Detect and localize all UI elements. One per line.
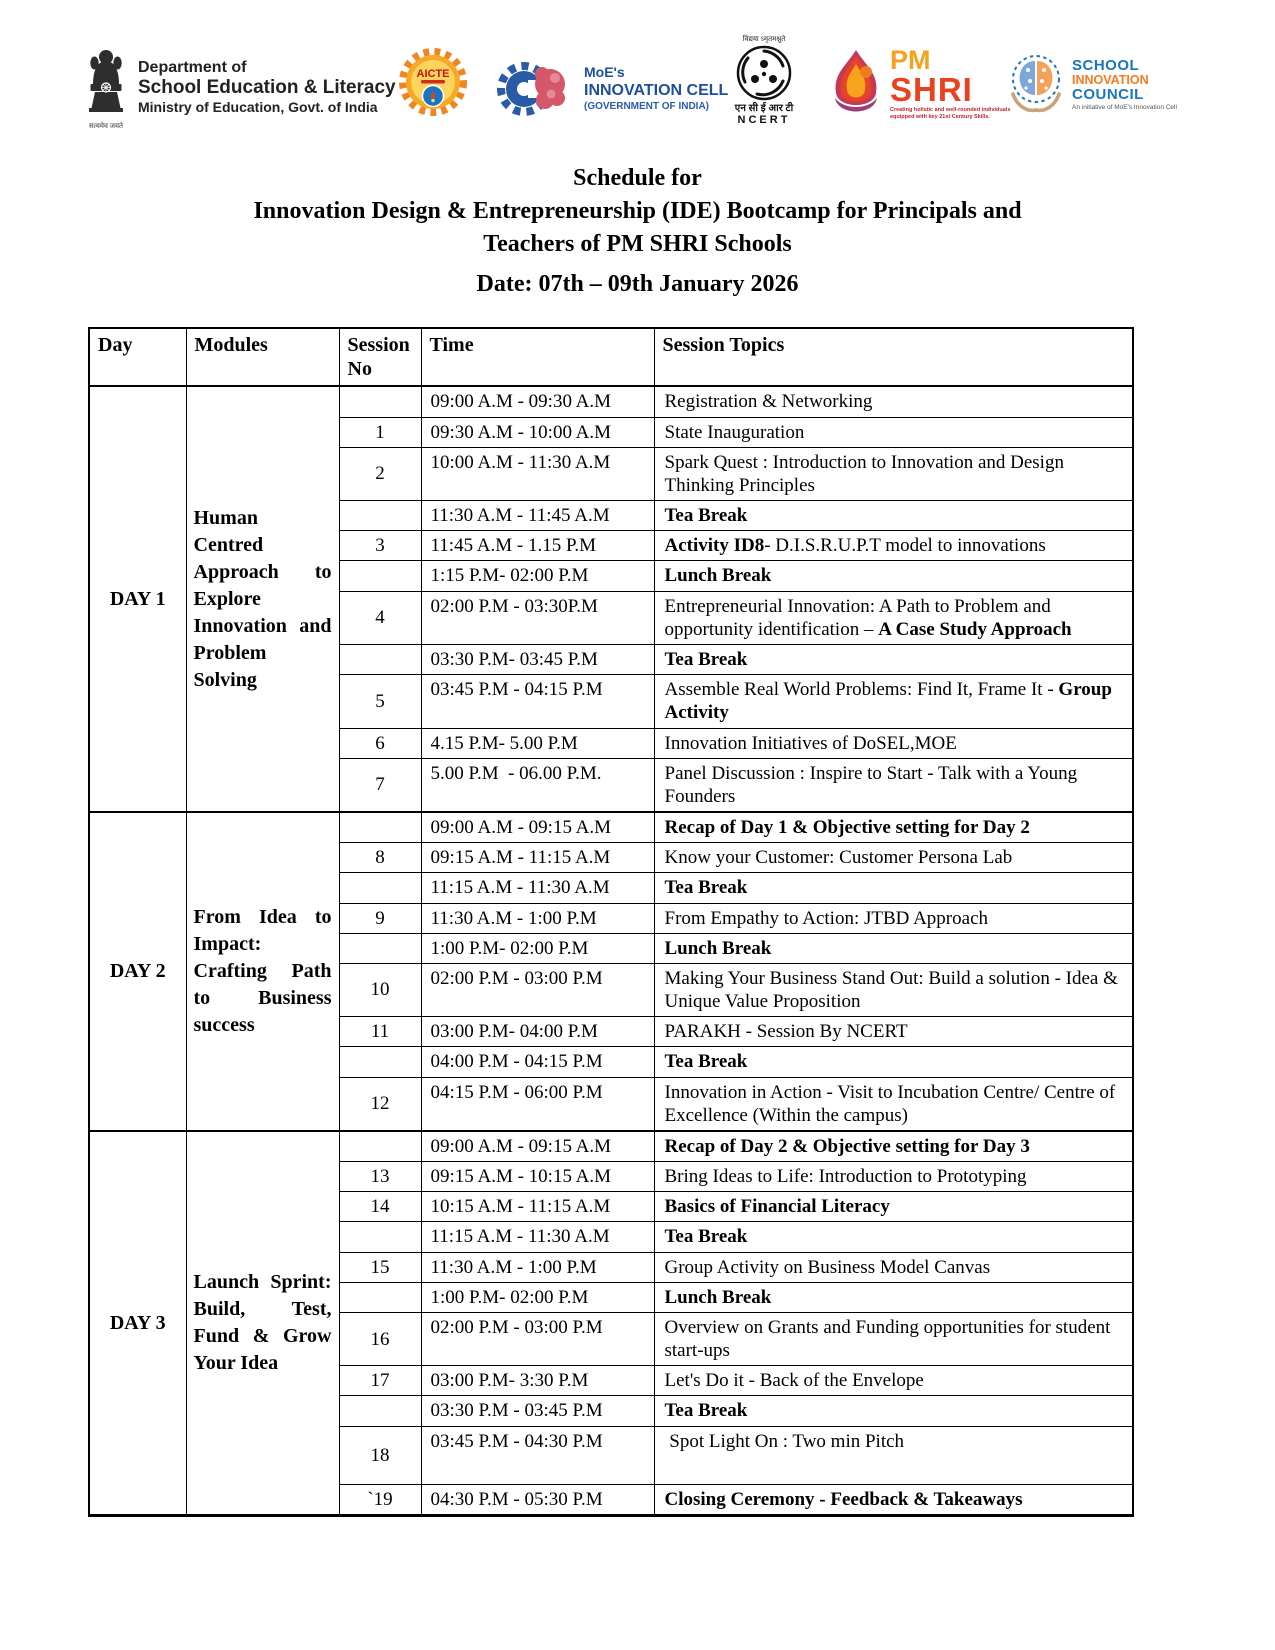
- table-row: [89, 812, 1133, 843]
- col-header-day: Day: [89, 328, 186, 386]
- ncert-logo: [720, 36, 808, 126]
- time-cell: 02:00 P.M - 03:00 P.M: [421, 1312, 654, 1365]
- topic-cell: [654, 417, 1133, 447]
- topic-text: Tea Break: [664, 877, 748, 899]
- topic-text: State Inauguration: [664, 421, 805, 443]
- session-no-cell: [339, 933, 421, 963]
- topic-text: PARAKH - Session By NCERT: [664, 1021, 908, 1043]
- govt-text-block: [138, 46, 396, 130]
- time-cell: 10:00 A.M - 11:30 A.M: [421, 447, 654, 500]
- session-no-cell: 16: [339, 1312, 421, 1365]
- topic-cell: [654, 386, 1133, 417]
- sic-text: [1072, 52, 1177, 116]
- time-cell: 10:15 A.M - 11:15 A.M: [421, 1192, 654, 1222]
- time-cell: 11:45 A.M - 1.15 P.M: [421, 531, 654, 561]
- time-cell: 03:45 P.M - 04:30 P.M: [421, 1426, 654, 1484]
- time-cell: 11:30 A.M - 1:00 P.M: [421, 1252, 654, 1282]
- time-cell: 1:00 P.M- 02:00 P.M: [421, 1282, 654, 1312]
- govt-line2: School Education & Literacy: [138, 77, 396, 99]
- time-cell: 11:15 A.M - 11:30 A.M: [421, 873, 654, 903]
- topic-text: Tea Break: [664, 648, 748, 670]
- topic-cell: [654, 1396, 1133, 1426]
- topic-text: Spot Light On : Two min Pitch: [664, 1430, 905, 1452]
- time-cell: 09:15 A.M - 11:15 A.M: [421, 843, 654, 873]
- time-cell: 02:00 P.M - 03:00 P.M: [421, 963, 654, 1016]
- time-cell: 03:45 P.M - 04:15 P.M: [421, 675, 654, 728]
- pm-shri-tagline-1: Creating holistic and well-rounded individuals: [890, 106, 1011, 113]
- day-cell: DAY 1: [89, 386, 186, 812]
- col-header-session-topics: Session Topics: [654, 328, 1133, 386]
- session-no-cell: 9: [339, 903, 421, 933]
- topic-text: Panel Discussion : Inspire to Start - Talk with a Young Founders: [664, 762, 1082, 807]
- topic-text: From Empathy to Action: JTBD Approach: [664, 907, 989, 929]
- document-title-block: [0, 162, 1275, 301]
- session-no-cell: [339, 1131, 421, 1162]
- pm-shri-text: [890, 46, 1010, 122]
- session-no-cell: 14: [339, 1192, 421, 1222]
- topic-cell: [654, 812, 1133, 843]
- time-cell: 5.00 P.M - 06.00 P.M.: [421, 758, 654, 812]
- topic-cell: [654, 873, 1133, 903]
- pm-shri-flame-icon: [824, 46, 888, 122]
- topic-text: Bring Ideas to Life: Introduction to Prototyping: [664, 1166, 1027, 1188]
- ashoka-emblem-wrap: [83, 46, 129, 130]
- topic-text: Innovation in Action - Visit to Incubation Centre/ Centre of Excellence (Within the campus): [664, 1081, 1120, 1126]
- time-cell: 1:15 P.M- 02:00 P.M: [421, 561, 654, 591]
- topic-cell: [654, 501, 1133, 531]
- topic-text: Overview on Grants and Funding opportunities for student start-ups: [664, 1316, 1116, 1362]
- topic-text: Activity ID8: [664, 535, 765, 557]
- ncert-hindi-label: एन सी ई आर टी: [734, 103, 794, 114]
- topic-text: Tea Break: [664, 1400, 748, 1422]
- topic-text: Know your Customer: Customer Persona Lab: [664, 847, 1013, 869]
- topic-text: Closing Ceremony - Feedback & Takeaways: [664, 1488, 1023, 1510]
- topic-cell: [654, 728, 1133, 758]
- sic-icon: [1005, 52, 1067, 116]
- sic-subtitle: An initiative of MoE's Innovation Cell: [1072, 103, 1177, 111]
- topic-cell: [654, 903, 1133, 933]
- time-cell: 03:30 P.M - 03:45 P.M: [421, 1396, 654, 1426]
- sic-line1: SCHOOL: [1072, 57, 1140, 74]
- session-no-cell: 2: [339, 447, 421, 500]
- topic-cell: [654, 1047, 1133, 1077]
- topic-cell: [654, 591, 1133, 644]
- moe-ic-icon: [497, 56, 577, 122]
- topic-text: Lunch Break: [664, 1286, 772, 1308]
- svg-text:AICTE: AICTE: [416, 68, 450, 80]
- time-cell: 11:15 A.M - 11:30 A.M: [421, 1222, 654, 1252]
- session-no-cell: [339, 1222, 421, 1252]
- emblem-caption: सत्यमेव जयते: [88, 123, 124, 130]
- topic-cell: [654, 531, 1133, 561]
- aicte-logo-icon: [398, 48, 468, 120]
- time-cell: 09:00 A.M - 09:15 A.M: [421, 812, 654, 843]
- topic-cell: [654, 933, 1133, 963]
- time-cell: 03:00 P.M- 3:30 P.M: [421, 1366, 654, 1396]
- time-cell: 04:00 P.M - 04:15 P.M: [421, 1047, 654, 1077]
- time-cell: 09:30 A.M - 10:00 A.M: [421, 417, 654, 447]
- session-no-cell: `19: [339, 1484, 421, 1515]
- topic-text: Tea Break: [664, 1226, 748, 1248]
- topic-cell: [654, 1162, 1133, 1192]
- title-line-1: Schedule for: [573, 165, 702, 191]
- topic-text: Tea Break: [664, 505, 748, 527]
- topic-cell: [654, 1282, 1133, 1312]
- module-cell: From Idea to Impact: Crafting Path to Business success: [186, 812, 339, 1131]
- session-no-cell: 4: [339, 591, 421, 644]
- session-no-cell: 11: [339, 1017, 421, 1047]
- session-no-cell: 5: [339, 675, 421, 728]
- topic-text: A Case Study Approach: [878, 618, 1072, 640]
- topic-text: - D.I.S.R.U.P.T model to innovations: [764, 535, 1046, 557]
- topic-cell: [654, 1077, 1133, 1131]
- time-cell: 04:30 P.M - 05:30 P.M: [421, 1484, 654, 1515]
- sic-line3: COUNCIL: [1072, 85, 1144, 103]
- topic-cell: [654, 1192, 1133, 1222]
- session-no-cell: [339, 1047, 421, 1077]
- topic-text: Lunch Break: [664, 937, 772, 959]
- topic-cell: [654, 675, 1133, 728]
- moe-line1: MoE's: [584, 64, 625, 80]
- ashoka-emblem-icon: [85, 46, 127, 118]
- topic-text: Basics of Financial Literacy: [664, 1196, 890, 1218]
- topic-text: Recap of Day 1 & Objective setting for Day 2: [664, 817, 1030, 839]
- module-cell: Launch Sprint: Build, Test, Fund & Grow Your Idea: [186, 1131, 339, 1515]
- session-no-cell: 3: [339, 531, 421, 561]
- topic-cell: [654, 1484, 1133, 1515]
- topic-text: Lunch Break: [664, 565, 772, 587]
- topic-text: Tea Break: [664, 1051, 748, 1073]
- moe-ic-text: [584, 56, 728, 122]
- session-no-cell: 1: [339, 417, 421, 447]
- session-no-cell: [339, 644, 421, 674]
- sic-line2: INNOVATION: [1072, 72, 1149, 87]
- topic-text: Entrepreneurial Innovation: A Path to Problem and opportunity identification –: [664, 595, 1056, 640]
- time-cell: 02:00 P.M - 03:30P.M: [421, 591, 654, 644]
- session-no-cell: [339, 812, 421, 843]
- topic-cell: [654, 644, 1133, 674]
- time-cell: 04:15 P.M - 06:00 P.M: [421, 1077, 654, 1131]
- col-header-session-no: Session No: [339, 328, 421, 386]
- table-row: [89, 386, 1133, 417]
- session-no-cell: [339, 561, 421, 591]
- time-cell: 03:30 P.M- 03:45 P.M: [421, 644, 654, 674]
- aicte-logo: [398, 48, 468, 125]
- topic-cell: [654, 758, 1133, 812]
- schedule-table: [88, 327, 1134, 1516]
- session-no-cell: [339, 873, 421, 903]
- moe-line2: INNOVATION CELL: [584, 81, 729, 99]
- time-cell: 09:15 A.M - 10:15 A.M: [421, 1162, 654, 1192]
- topic-cell: [654, 1131, 1133, 1162]
- time-cell: 11:30 A.M - 11:45 A.M: [421, 501, 654, 531]
- topic-text: Let's Do it - Back of the Envelope: [664, 1370, 924, 1392]
- topic-cell: [654, 1222, 1133, 1252]
- session-no-cell: [339, 1396, 421, 1426]
- topic-cell: [654, 843, 1133, 873]
- title-line-2: Innovation Design & Entrepreneurship (IDE) Bootcamp for Principals and: [253, 198, 1022, 225]
- topic-cell: [654, 561, 1133, 591]
- govt-line3: Ministry of Education, Govt. of India: [138, 99, 378, 116]
- session-no-cell: 8: [339, 843, 421, 873]
- pm-shri-logo: [824, 46, 1010, 122]
- schedule-table-body: [89, 386, 1133, 1515]
- topic-text: Spark Quest : Introduction to Innovation and Design Thinking Principles: [664, 451, 1069, 496]
- session-no-cell: 13: [339, 1162, 421, 1192]
- moe-line3: (GOVERNMENT OF INDIA): [584, 100, 709, 112]
- header-logo-bar: [0, 0, 1275, 158]
- topic-text: Group Activity: [664, 679, 1116, 724]
- session-no-cell: 17: [339, 1366, 421, 1396]
- day-cell: DAY 3: [89, 1131, 186, 1515]
- govt-line1: Department of: [138, 59, 247, 76]
- topic-text: Assemble Real World Problems: Find It, Frame It -: [664, 679, 1059, 701]
- moe-innovation-cell-logo: [497, 56, 728, 122]
- time-cell: 4.15 P.M- 5.00 P.M: [421, 728, 654, 758]
- session-no-cell: 18: [339, 1426, 421, 1484]
- topic-cell: [654, 1312, 1133, 1365]
- table-header-row: [89, 328, 1133, 386]
- topic-text: Registration & Networking: [664, 391, 873, 413]
- topic-cell: [654, 1017, 1133, 1047]
- topic-text: Making Your Business Stand Out: Build a solution - Idea & Unique Value Proposition: [664, 967, 1123, 1013]
- time-cell: 11:30 A.M - 1:00 P.M: [421, 903, 654, 933]
- col-header-time: Time: [421, 328, 654, 386]
- ncert-emblem-icon: [735, 44, 793, 102]
- time-cell: 09:00 A.M - 09:15 A.M: [421, 1131, 654, 1162]
- topic-cell: [654, 1252, 1133, 1282]
- govt-logo-block: [83, 46, 396, 130]
- title-line-3: Teachers of PM SHRI Schools: [483, 231, 792, 258]
- session-no-cell: 7: [339, 758, 421, 812]
- session-no-cell: 12: [339, 1077, 421, 1131]
- time-cell: 1:00 P.M- 02:00 P.M: [421, 933, 654, 963]
- school-innovation-council-logo: [1005, 52, 1177, 116]
- topic-cell: [654, 963, 1133, 1016]
- session-no-cell: 6: [339, 728, 421, 758]
- day-cell: DAY 2: [89, 812, 186, 1131]
- topic-text: Group Activity on Business Model Canvas: [664, 1256, 991, 1278]
- session-no-cell: 15: [339, 1252, 421, 1282]
- ncert-motto: विद्यया ऽमृतमश्नुते: [742, 36, 786, 43]
- pm-shri-tagline-2: equipped with key 21st Century Skills.: [890, 113, 990, 120]
- session-no-cell: [339, 501, 421, 531]
- shri-word: SHRI: [890, 70, 973, 108]
- col-header-modules: Modules: [186, 328, 339, 386]
- session-no-cell: [339, 1282, 421, 1312]
- time-cell: 03:00 P.M- 04:00 P.M: [421, 1017, 654, 1047]
- time-cell: 09:00 A.M - 09:30 A.M: [421, 386, 654, 417]
- ncert-label: NCERT: [737, 114, 791, 126]
- table-row: [89, 1131, 1133, 1162]
- date-line: Date: 07th – 09th January 2026: [476, 271, 799, 298]
- topic-cell: [654, 1366, 1133, 1396]
- topic-cell: [654, 447, 1133, 500]
- topic-text: Recap of Day 2 & Objective setting for Day 3: [664, 1135, 1030, 1157]
- topic-text: Innovation Initiatives of DoSEL,MOE: [664, 732, 957, 754]
- topic-cell: [654, 1426, 1133, 1484]
- session-no-cell: [339, 386, 421, 417]
- pm-word: PM: [890, 45, 931, 75]
- session-no-cell: 10: [339, 963, 421, 1016]
- module-cell: Human Centred Approach to Explore Innovation and Problem Solving: [186, 386, 339, 812]
